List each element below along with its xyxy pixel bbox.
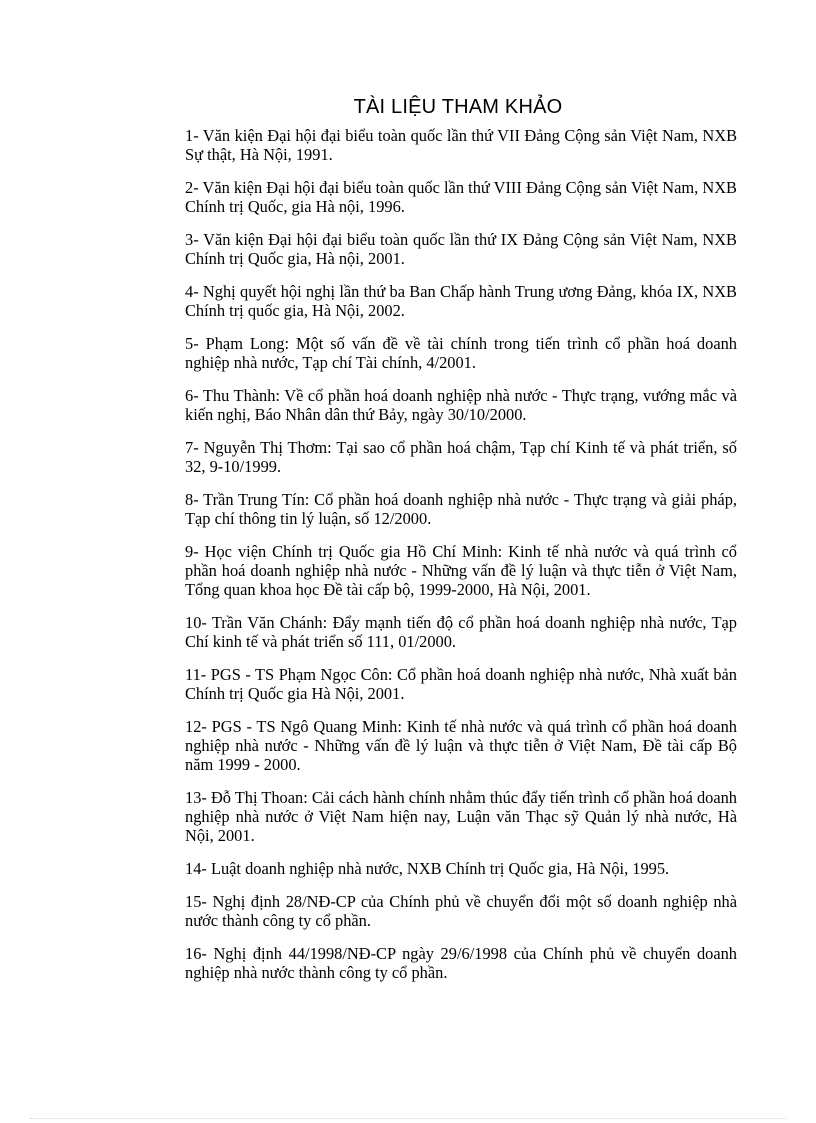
reference-item: 5- Phạm Long: Một số vấn đề về tài chính trong tiến trình cổ phần hoá doanh nghiệp nhà nước, Tạp chí Tài chính, 4/2001. [185,334,737,372]
reference-item: 4- Nghị quyết hội nghị lần thứ ba Ban Chấp hành Trung ương Đảng, khóa IX, NXB Chính trị quốc gia, Hà Nội, 2002. [185,282,737,320]
reference-item: 13- Đỗ Thị Thoan: Cải cách hành chính nhằm thúc đẩy tiến trình cổ phần hoá doanh nghiệp nhà nước ở Việt Nam hiện nay, Luận văn Thạc sỹ Quản lý nhà nước, Hà Nội, 2001. [185,788,737,845]
reference-item: 11- PGS - TS Phạm Ngọc Côn: Cổ phần hoá doanh nghiệp nhà nước, Nhà xuất bản Chính trị Quốc gia Hà Nội, 2001. [185,665,737,703]
reference-item: 14- Luật doanh nghiệp nhà nước, NXB Chính trị Quốc gia, Hà Nội, 1995. [185,859,670,878]
page-title: TÀI LIỆU THAM KHẢO [353,96,563,118]
reference-item: 9- Học viện Chính trị Quốc gia Hồ Chí Minh: Kinh tế nhà nước và quá trình cổ phần hoá doanh nghiệp nhà nước - Những vấn đề lý luận và thực tiễn ở Việt Nam, Tổng quan khoa học Đề tài cấp bộ, 1999-2000, Hà Nội, 2001. [185,542,737,599]
reference-item: 2- Văn kiện Đại hội đại biểu toàn quốc lần thứ VIII Đảng Cộng sản Việt Nam, NXB Chính trị Quốc, gia Hà nội, 1996. [185,178,737,216]
footer-divider [30,1118,786,1119]
reference-list [185,126,737,996]
reference-item: 8- Trần Trung Tín: Cổ phần hoá doanh nghiệp nhà nước - Thực trạng và giải pháp, Tạp chí thông tin lý luận, số 12/2000. [185,490,737,528]
reference-item: 16- Nghị định 44/1998/NĐ-CP ngày 29/6/1998 của Chính phủ về chuyển doanh nghiệp nhà nước thành công ty cổ phần. [185,944,737,982]
reference-item: 3- Văn kiện Đại hội đại biểu toàn quốc lần thứ IX Đảng Cộng sản Việt Nam, NXB Chính trị Quốc gia, Hà nội, 2001. [185,230,737,268]
reference-item: 1- Văn kiện Đại hội đại biểu toàn quốc lần thứ VII Đảng Cộng sản Việt Nam, NXB Sự thật, Hà Nội, 1991. [185,126,737,164]
reference-item: 6- Thu Thành: Về cổ phần hoá doanh nghiệp nhà nước - Thực trạng, vướng mắc và kiến nghị, Báo Nhân dân thứ Bảy, ngày 30/10/2000. [185,386,737,424]
reference-item: 15- Nghị định 28/NĐ-CP của Chính phủ về chuyển đổi một số doanh nghiệp nhà nước thành công ty cổ phần. [185,892,737,930]
reference-item: 7- Nguyễn Thị Thơm: Tại sao cổ phần hoá chậm, Tạp chí Kinh tế và phát triển, số 32, 9-10/1999. [185,438,737,476]
reference-item: 12- PGS - TS Ngô Quang Minh: Kinh tế nhà nước và quá trình cổ phần hoá doanh nghiệp nhà nước - Những vấn đề lý luận và thực tiễn ở Việt Nam, Đề tài cấp Bộ năm 1999 - 2000. [185,717,737,774]
reference-item: 10- Trần Văn Chánh: Đẩy mạnh tiến độ cổ phần hoá doanh nghiệp nhà nước, Tạp Chí kinh tế và phát triển số 111, 01/2000. [185,613,737,651]
